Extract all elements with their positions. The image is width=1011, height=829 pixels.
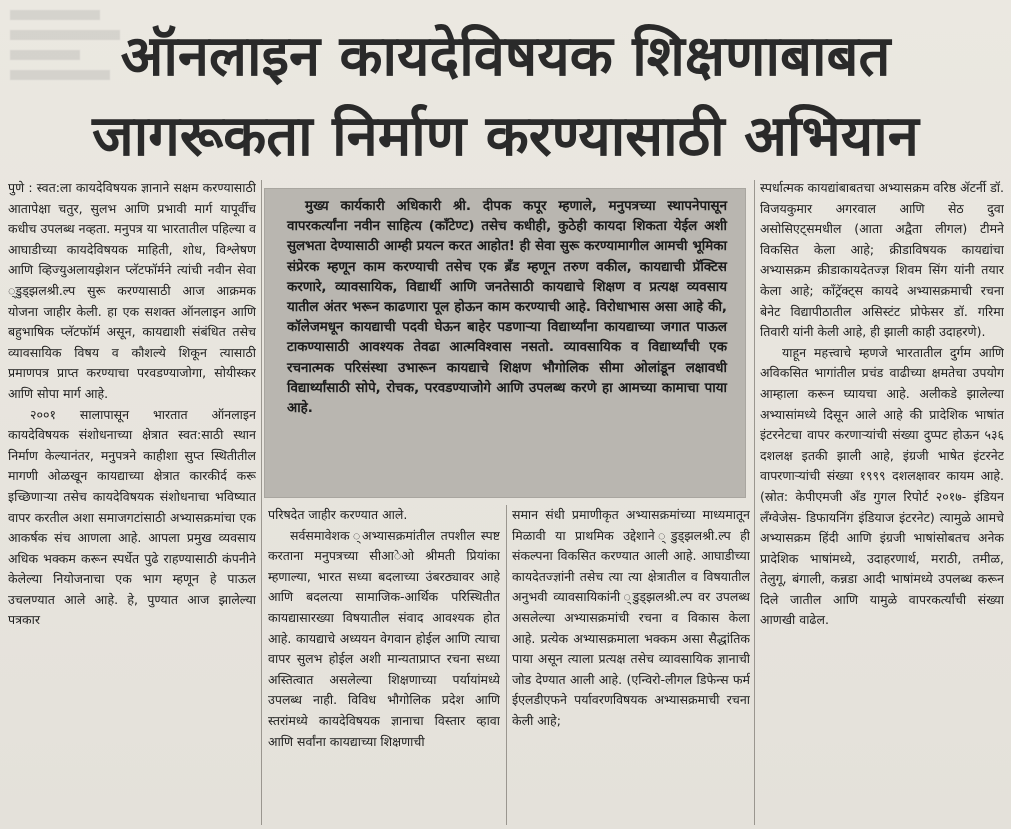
article-column-3	[512, 505, 750, 827]
headline-line-1: ऑनलाइन कायदेविषयक शिक्षणाबाबत	[120, 24, 891, 89]
pull-quote-text: मुख्य कार्यकारी अधिकारी श्री. दीपक कपूर म्हणाले, मनुपत्रच्या स्थापनेपासून वापरकर्त्यांना नवीन साहित्य (कॉंटेण्ट) तसेच कधीही, कुठेही कायदा शिकता येईल अशी सुलभता देण्यासाठी आम्ही प्रयत्न करत आहोत! ही सेवा सुरू करण्यामागील आमची भूमिका संप्रेरक म्हणून काम करण्याची तसेच एक ब्रँड म्हणून तरुण वकील, कायद्याची प्रॅक्टिस करणारे, व्यावसायिक, विद्यार्थी आणि जनतेसाठी कायद्याचे शिक्षण व प्रत्यक्ष व्यवसाय यातील अंतर भरून काढणारा पूल होऊन काम करण्याची आहे. विरोधाभास असा आहे की, कॉलेजमधून कायद्याची पदवी घेऊन बाहेर पडणाऱ्या विद्यार्थ्यांना कायद्याच्या जगात पाऊल टाकण्यासाठी आवश्यक तेवढा आत्मविश्वास नसतो. व्यावसायिक व विद्यार्थ्यांची एक रचनात्मक परिसंस्था उभारून कायद्याचे शिक्षण भौगोलिक सीमा ओलांडून लक्षावधी विद्यार्थ्यांसाठी सोपे, रोचक, परवडण्याजोगे आणि उपलब्ध करणे हा आमच्या कामाचा पाया आहे.	[287, 199, 727, 417]
paragraph: समान संधी प्रमाणीकृत अभ्यासक्रमांच्या माध्यमातून मिळावी या प्राथमिक उद्देशाने ्डुड्झलश्री.ल्प ही संकल्पना विकसित करण्यात आली आहे. आघाडीच्या कायदेतज्ज्ञांनी तसेच त्या त्या क्षेत्रातील व विषयातील अनुभवी व्यावसायिकांनी ्डुड्झलश्री.ल्प वर उपलब्ध असलेल्या अभ्यासक्रमांची रचना व विकास केला आहे. प्रत्येक अभ्यासक्रमाला भक्कम असा सैद्धांतिक पाया असून त्याला प्रत्यक्ष तसेच व्यावसायिक ज्ञानाची जोड देण्यात आली आहे. (एन्विरो-लीगल डिफेन्स फर्म ईएलडीएफने पर्यावरणविषयक अभ्यासक्रमाची रचना केली आहे;	[512, 507, 750, 728]
paragraph: पुणे : स्वत:ला कायदेविषयक ज्ञानाने सक्षम करण्यासाठी आतापेक्षा चतुर, सुलभ आणि प्रभावी मार्ग यापूर्वीच कधीच उपलब्ध नव्हता. मनुपत्र या भारतातील पहिल्या व आघाडीच्या कायदेविषयक माहिती, शोध, विश्लेषण आणि व्हिज्युअलायझेशन प्लॅटफॉर्मने त्यांची नवीन सेवा ्डुड्झलश्री.ल्प सुरू करण्यासाठी आज आक्रमक योजना जाहीर केली. हा एक सशक्त ऑनलाइन आणि बहुभाषिक प्लॅटफॉर्म असून, कायद्याशी संबंधित तसेच व्यावसायिक विषय व कौशल्ये शिकून त्यासाठी प्रमाणपत्र प्राप्त करण्याचा परवडण्याजोगा, सोयीस्कर आणि सोपा मार्ग आहे.	[8, 180, 256, 401]
column-divider	[261, 180, 262, 825]
pull-quote-box	[264, 188, 746, 498]
headline-line-2: जागरूकता निर्माण करण्यासाठी अभियान	[92, 104, 919, 169]
paragraph: २००१ सालापासून भारतात ऑनलाइन कायदेविषयक संशोधनाच्या क्षेत्रात स्वत:साठी स्थान निर्माण केल्यानंतर, मनुपत्रने काहीशा सुप्त स्थितीतील मागणी ओळखून कायद्याच्या क्षेत्रात कारकीर्द करू इच्छिणाऱ्या तसेच कायदेविषयक संशोधनाचा भविष्यात वापर करतील अशा समाजगटांसाठी अभ्यासक्रमांचा एक आकर्षक संच आणला आहे. आपला प्रमुख व्यवसाय अधिक भक्कम करून स्पर्धेत पुढे राहण्यासाठी कंपनीने केलेल्या नियोजनाचा एक भाग म्हणून हे पाऊल उचलण्यात आले आहे. हे, पुण्यात आज झालेल्या पत्रकार	[8, 406, 256, 628]
paragraph: याहून महत्त्वाचे म्हणजे भारतातील दुर्गम आणि अविकसित भागांतील प्रचंड वाढीच्या क्षमतेचा उपयोग आम्हाला करून घ्यायचा आहे. अलीकडे झालेल्या अभ्यासांमध्ये दिसून आले आहे की प्रादेशिक भाषांत इंटरनेटचा वापर करणाऱ्यांची संख्या दुप्पट होऊन ५३६ दशलक्ष इतकी झाली आहे, इंग्रजी भाषेत इंटरनेट वापरणाऱ्यांची संख्या १९९९ दशलक्षावर कायम आहे. (स्रोत: केपीएमजी ॲंड गुगल रिपोर्ट २०१७- इंडियन लॅंग्वेजेस- डिफायनिंग इंडियाज इंटरनेट) त्यामुळे आमचे अभ्यासक्रम हिंदी आणि इंग्रजी भाषांसोबतच अनेक प्रादेशिक भाषांमध्ये, उदाहरणार्थ, मराठी, तमीळ, तेलुगू, बंगाली, कन्नडा आदी भाषांमध्ये उपलब्ध करून दिले जातील आणि यामुळे वापरकर्त्यांची संख्या आणखी वाढेल.	[760, 344, 1004, 628]
article-column-2	[268, 505, 500, 827]
article-column-1	[8, 178, 256, 828]
paragraph: स्पर्धात्मक कायद्यांबाबतचा अभ्यासक्रम वरिष्ठ ॲटर्नी डॉ. विजयकुमार अगरवाल आणि सेठ दुवा असोसिएट्समधील (आता अद्वैता लीगल) टीमने विकसित केला आहे; क्रीडाविषयक कायद्यांचा अभ्यासक्रम क्रीडाकायदेतज्ज्ञ शिवम सिंग यांनी तयार केला आहे; कॉंट्रॅक्ट्स कायदे अभ्यासक्रमाची रचना बेनेट विद्यापीठातील असिस्टंट प्रोफेसर डॉ. गरिमा तिवारी यांनी केली आहे, ही झाली काही उदाहरणे).	[760, 180, 1004, 340]
article-column-4	[760, 178, 1004, 828]
paragraph: परिषदेत जाहीर करण्यात आले.	[268, 507, 408, 522]
column-divider	[754, 180, 755, 825]
paragraph: सर्वसमावेशक ्अभ्यासक्रमांतील तपशील स्पष्ट करताना मनुपत्रच्या सीआेओ श्रीमती प्रियांका म्हणाल्या, भारत सध्या बदलाच्या उंबरठ्यावर आहे आणि बदलत्या सामाजिक-आर्थिक परिस्थितीत कायद्यासारख्या विषयातील संवाद आवश्यक होत आहे. कायद्याचे अध्ययन वेगवान होईल आणि त्याचा वापर सुलभ होईल अशी मान्यताप्राप्त रचना सध्या अस्तित्वात असलेल्या शिक्षणाच्या पर्यायांमध्ये उपलब्ध नाही. विविध भौगोलिक प्रदेश आणि स्तरांमध्ये कायदेविषयक ज्ञानाचा विस्तार व्हावा आणि सर्वांना कायद्याच्या शिक्षणाची	[268, 527, 500, 749]
column-divider	[506, 505, 507, 825]
